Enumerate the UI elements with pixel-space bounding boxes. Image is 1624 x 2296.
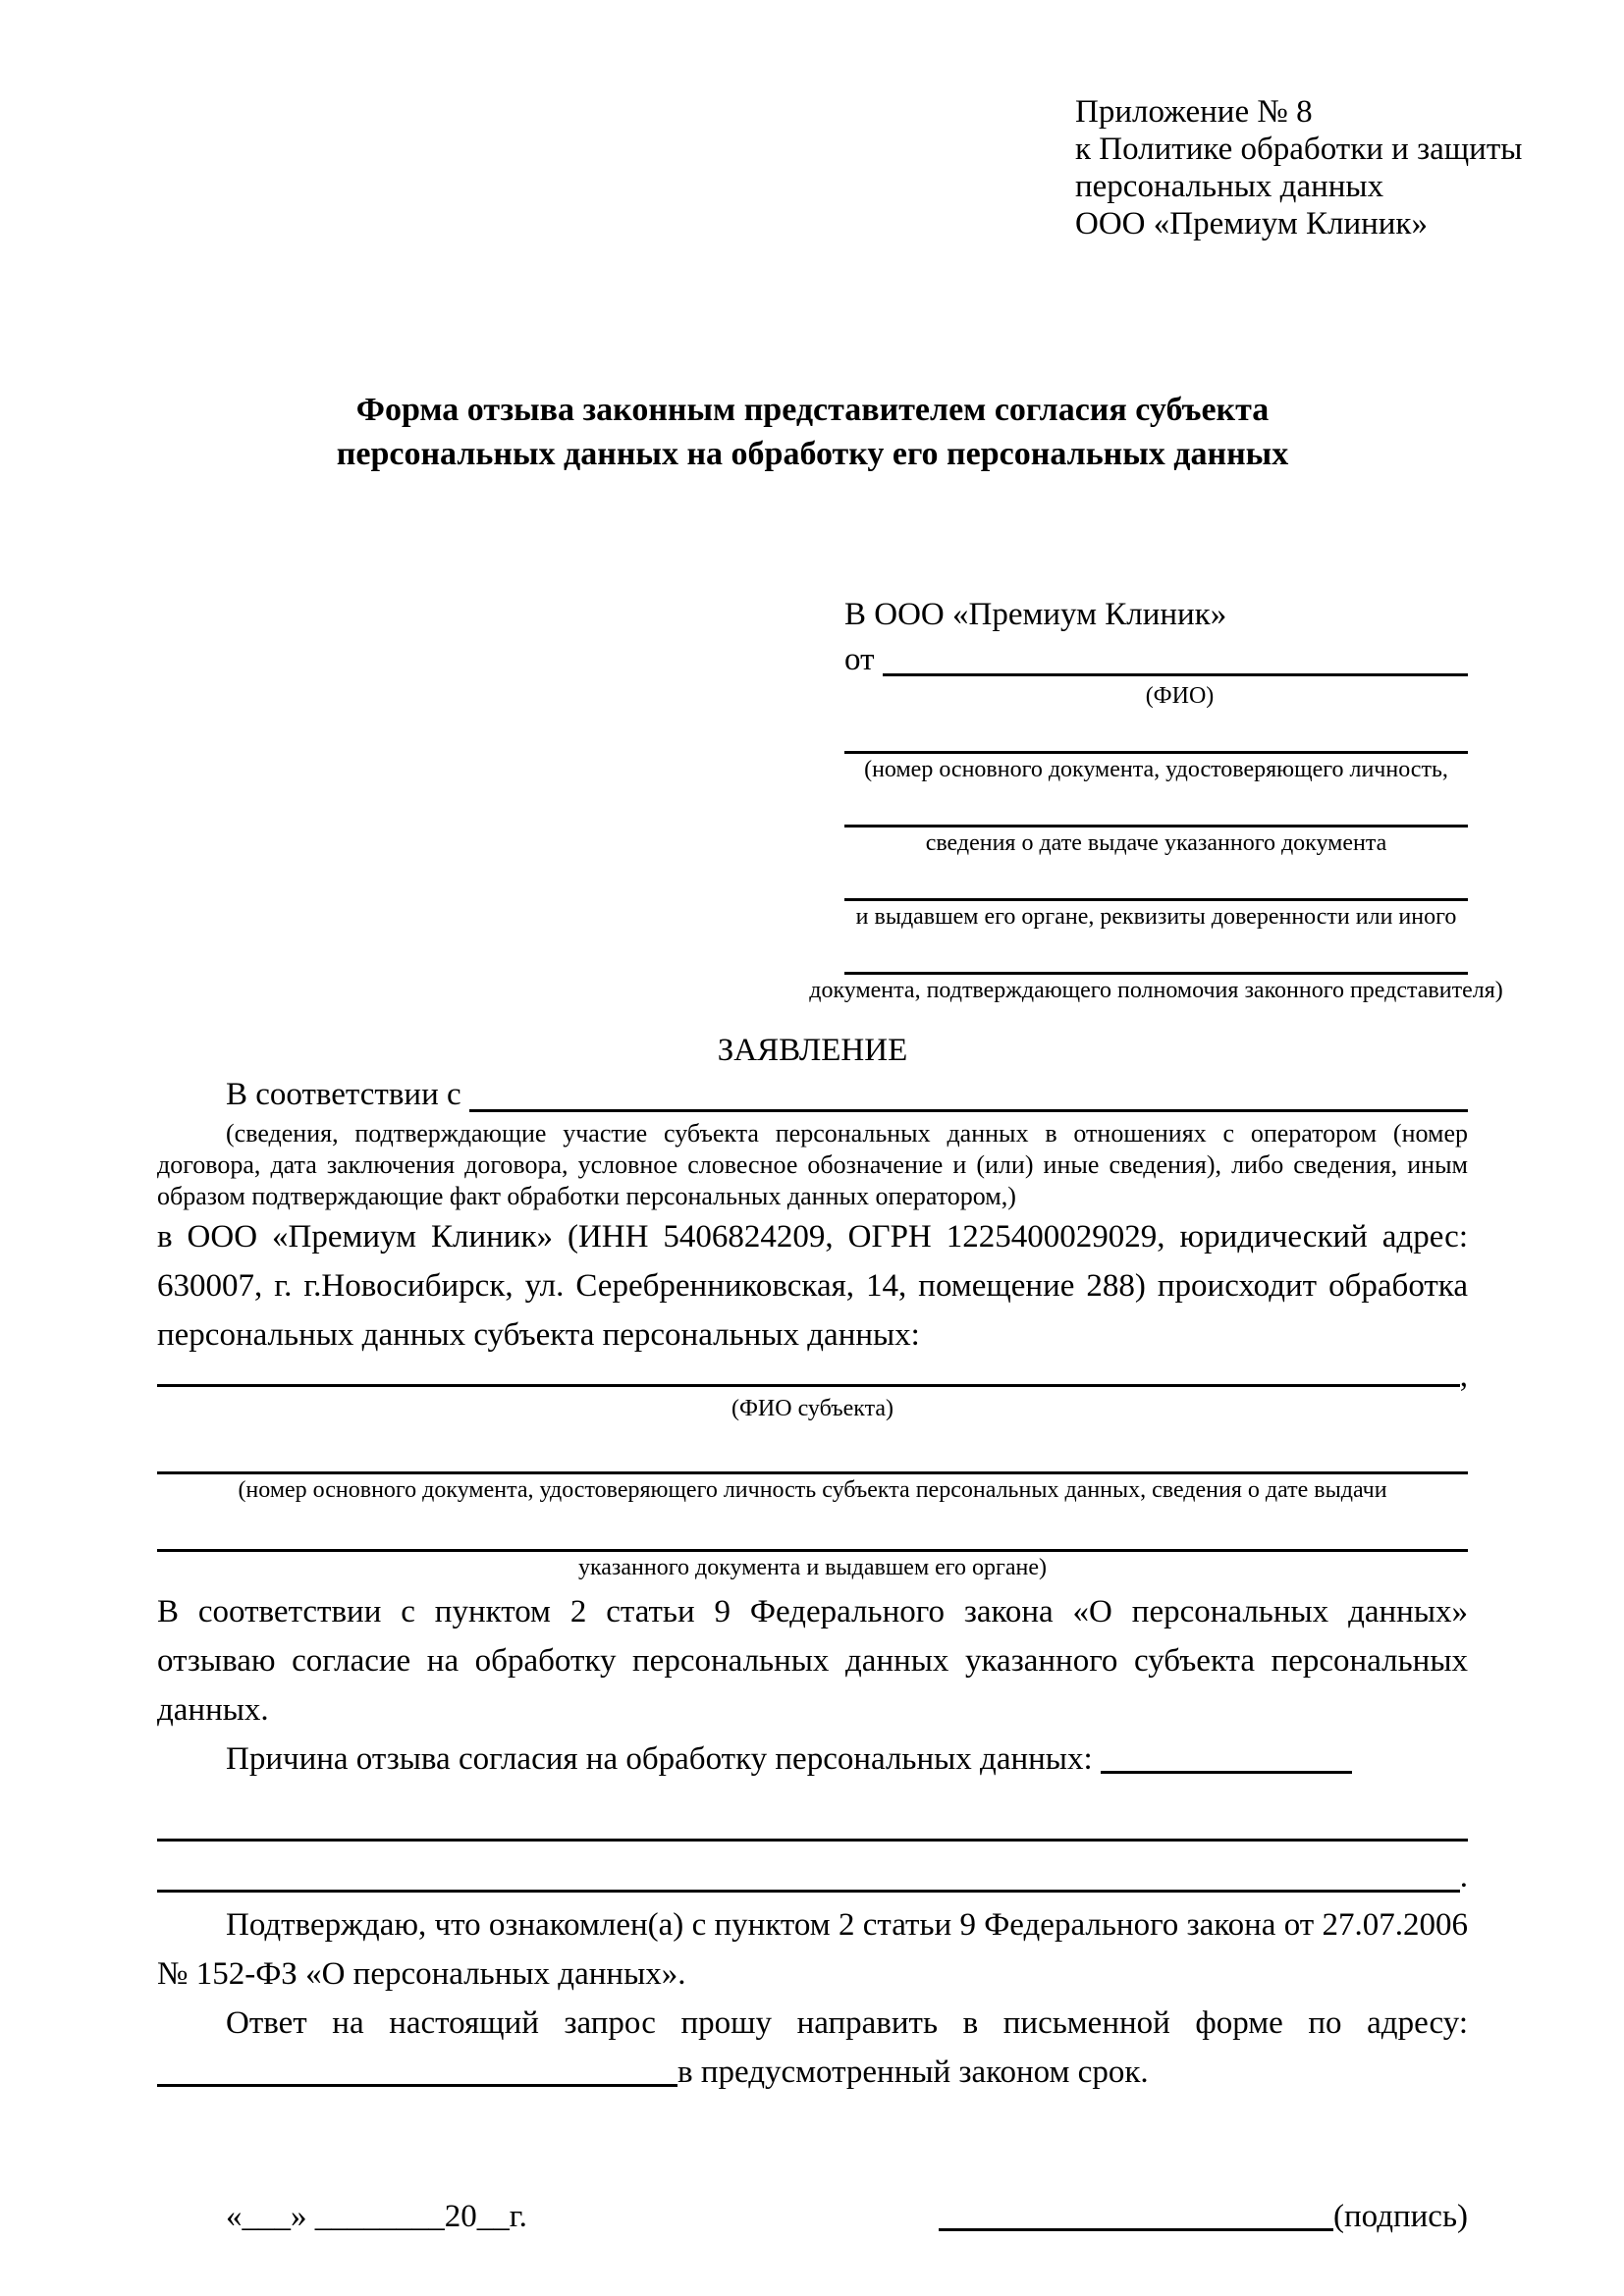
reason-blank-line[interactable] — [157, 1839, 1468, 1842]
representative-doc-blank[interactable] — [844, 938, 1468, 975]
accordance-label: В соответствии с — [226, 1077, 461, 1112]
appendix-note — [1075, 93, 1523, 242]
subject-doc-caption: (номер основного документа, удостоверяющего личность субъекта персональных данных, сведения о дате выдачи — [238, 1477, 1387, 1503]
representative-name-blank[interactable] — [883, 637, 1469, 676]
signature-caption: (подпись) — [1333, 2199, 1468, 2234]
appendix-note-line: к Политике обработки и защиты — [1075, 132, 1523, 167]
reason-blank-line[interactable] — [157, 1855, 1468, 1898]
accordance-note: (сведения, подтверждающие участие субъекта персональных данных в отношениях с оператором (номер договора, дата заключения договора, условное словесное обозначение и (или) иные сведения), либо сведения, иным образом подтверждающие факт обработки персональных данных оператором,) — [157, 1119, 1468, 1210]
reply-tail: в предусмотренный законом срок. — [677, 2055, 1149, 2090]
representative-doc-blank[interactable] — [844, 865, 1468, 901]
representative-doc-field-group — [844, 791, 1468, 857]
representative-doc-field-group — [844, 865, 1468, 931]
subject-doc-field-group — [157, 1438, 1468, 1504]
subject-fio-blank[interactable] — [157, 1360, 1460, 1387]
subject-fio-caption: (ФИО субъекта) — [731, 1396, 894, 1421]
trailing-period: . — [1459, 1859, 1468, 1895]
date-blank-line[interactable]: «___» ________20__г. — [226, 2199, 527, 2234]
address-blank[interactable] — [157, 2070, 677, 2087]
reply-lead: Ответ на настоящий запрос прошу направить в письменной форме по адресу: — [226, 2005, 1468, 2041]
trailing-comma: , — [1459, 1359, 1468, 1394]
accordance-blank[interactable] — [469, 1071, 1468, 1112]
representative-doc-blank[interactable] — [844, 791, 1468, 828]
subject-doc-field-group — [157, 1516, 1468, 1581]
representative-doc-field-group — [844, 718, 1468, 783]
appendix-note-line: Приложение № 8 — [1075, 94, 1313, 130]
field-caption: (номер основного документа, удостоверяющего личность, — [864, 757, 1448, 782]
footer-row — [157, 2195, 1468, 2238]
reason-line — [157, 1735, 1468, 1784]
confirm-paragraph: Подтверждаю, что ознакомлен(а) с пунктом 2 статьи 9 Федерального закона от 27.07.2006 № 152-ФЗ «О персональных данных». — [157, 1907, 1468, 1992]
subject-doc-blank[interactable] — [157, 1438, 1468, 1474]
addressee-block — [809, 592, 1503, 1004]
addressee-organization: В ООО «Премиум Клиник» — [844, 597, 1227, 632]
reason-blank[interactable] — [1101, 1757, 1352, 1774]
reply-paragraph — [157, 1999, 1468, 2097]
from-label: от — [844, 642, 875, 677]
appendix-note-line: персональных данных — [1075, 169, 1384, 204]
signature-blank[interactable] — [939, 2215, 1333, 2231]
statement-heading: ЗАЯВЛЕНИЕ — [717, 1033, 908, 1068]
accordance-line — [157, 1071, 1468, 1118]
subject-doc-caption: указанного документа и выдавшем его органе) — [577, 1555, 1048, 1580]
subject-fio-line — [157, 1360, 1468, 1393]
subject-fields — [157, 1360, 1468, 1581]
subject-doc-blank[interactable] — [157, 1516, 1468, 1552]
field-caption: документа, подтверждающего полномочия законного представителя) — [809, 978, 1503, 1003]
fio-caption: (ФИО) — [1145, 683, 1215, 709]
representative-doc-blank[interactable] — [844, 718, 1468, 754]
field-caption: и выдавшем его органе, реквизиты доверенности или иного — [855, 904, 1457, 930]
from-line — [844, 637, 1468, 682]
withdraw-paragraph: В соответствии с пунктом 2 статьи 9 Федерального закона «О персональных данных» отзываю согласие на обработку персональных данных указанного субъекта персональных данных. — [157, 1594, 1468, 1728]
appendix-note-line: ООО «Премиум Клиник» — [1075, 206, 1428, 241]
reason-label: Причина отзыва согласия на обработку персональных данных: — [226, 1741, 1093, 1777]
reason-blank-line-fill[interactable] — [157, 1855, 1460, 1893]
signature-area — [939, 2195, 1468, 2238]
representative-doc-field-group — [809, 938, 1503, 1004]
field-caption: сведения о дате выдаче указанного документа — [925, 830, 1387, 856]
document-title: Форма отзыва законным представителем согласия субъекта персональных данных на обработку его персональных данных — [336, 392, 1289, 472]
operator-paragraph: в ООО «Премиум Клиник» (ИНН 5406824209, ОГРН 1225400029029, юридический адрес: 630007, г. г.Новосибирск, ул. Серебренниковская, 14, помещение 288) происходит обработка персональных данных субъекта персональных данных: — [157, 1219, 1468, 1353]
